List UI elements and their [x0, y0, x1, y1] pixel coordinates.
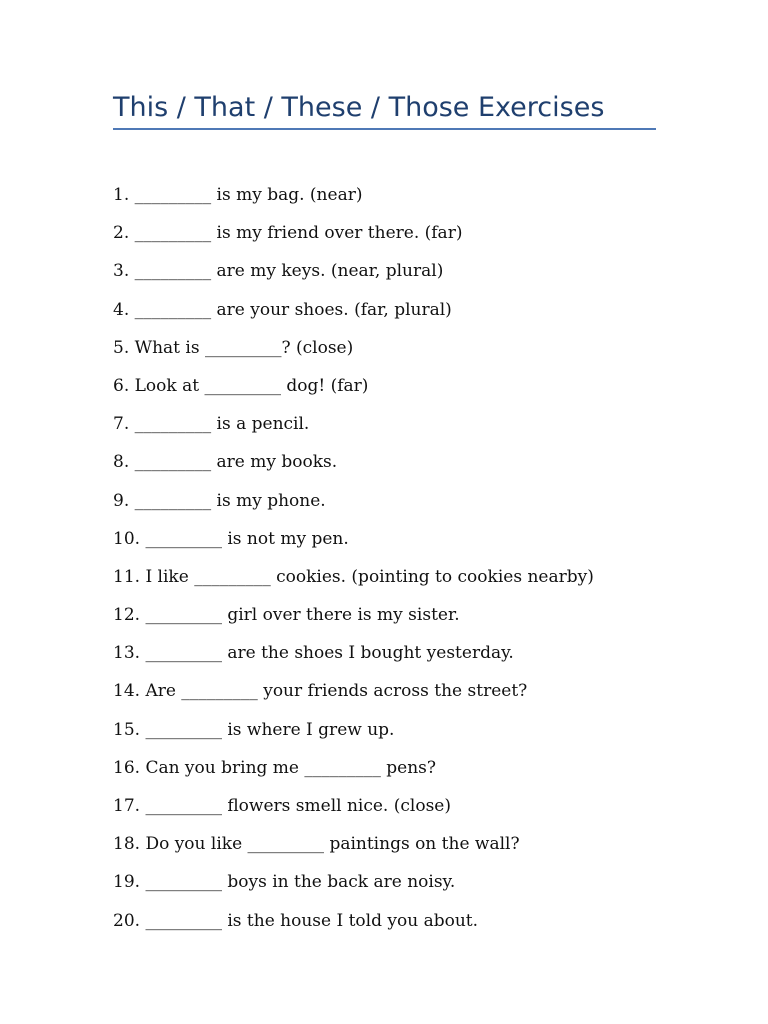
- exercise-item-20: 20. _________ is the house I told you about.: [113, 910, 479, 931]
- page-title: This / That / These / Those Exercises: [113, 92, 605, 123]
- exercise-item-8: 8. _________ are my books.: [113, 452, 338, 473]
- exercise-item-2: 2. _________ is my friend over there. (far): [113, 223, 463, 244]
- exercise-item-14: 14. Are _________ your friends across the street?: [113, 681, 528, 702]
- exercise-item-19: 19. _________ boys in the back are noisy.: [113, 872, 456, 893]
- exercise-item-10: 10. _________ is not my pen.: [113, 528, 349, 549]
- exercise-item-17: 17. _________ flowers smell nice. (close): [113, 796, 451, 816]
- exercise-item-16: 16. Can you bring me _________ pens?: [113, 757, 437, 778]
- exercise-item-7: 7. _________ is a pencil.: [113, 414, 310, 435]
- exercise-item-1: 1. _________ is my bag. (near): [113, 185, 363, 205]
- exercise-item-13: 13. _________ are the shoes I bought yesterday.: [113, 643, 514, 664]
- title-underline: [113, 128, 656, 130]
- exercise-item-18: 18. Do you like _________ paintings on the wall?: [113, 834, 520, 855]
- exercise-item-11: 11. I like _________ cookies. (pointing to cookies nearby): [113, 566, 594, 587]
- exercise-item-5: 5. What is _________? (close): [113, 337, 354, 358]
- exercise-item-12: 12. _________ girl over there is my sister.: [113, 605, 460, 626]
- exercise-item-4: 4. _________ are your shoes. (far, plural): [113, 299, 452, 320]
- exercise-list: [113, 180, 713, 944]
- exercise-item-3: 3. _________ are my keys. (near, plural): [113, 261, 444, 282]
- exercise-item-9: 9. _________ is my phone.: [113, 490, 326, 511]
- exercise-item-6: 6. Look at _________ dog! (far): [113, 375, 369, 396]
- exercise-item-15: 15. _________ is where I grew up.: [113, 719, 395, 740]
